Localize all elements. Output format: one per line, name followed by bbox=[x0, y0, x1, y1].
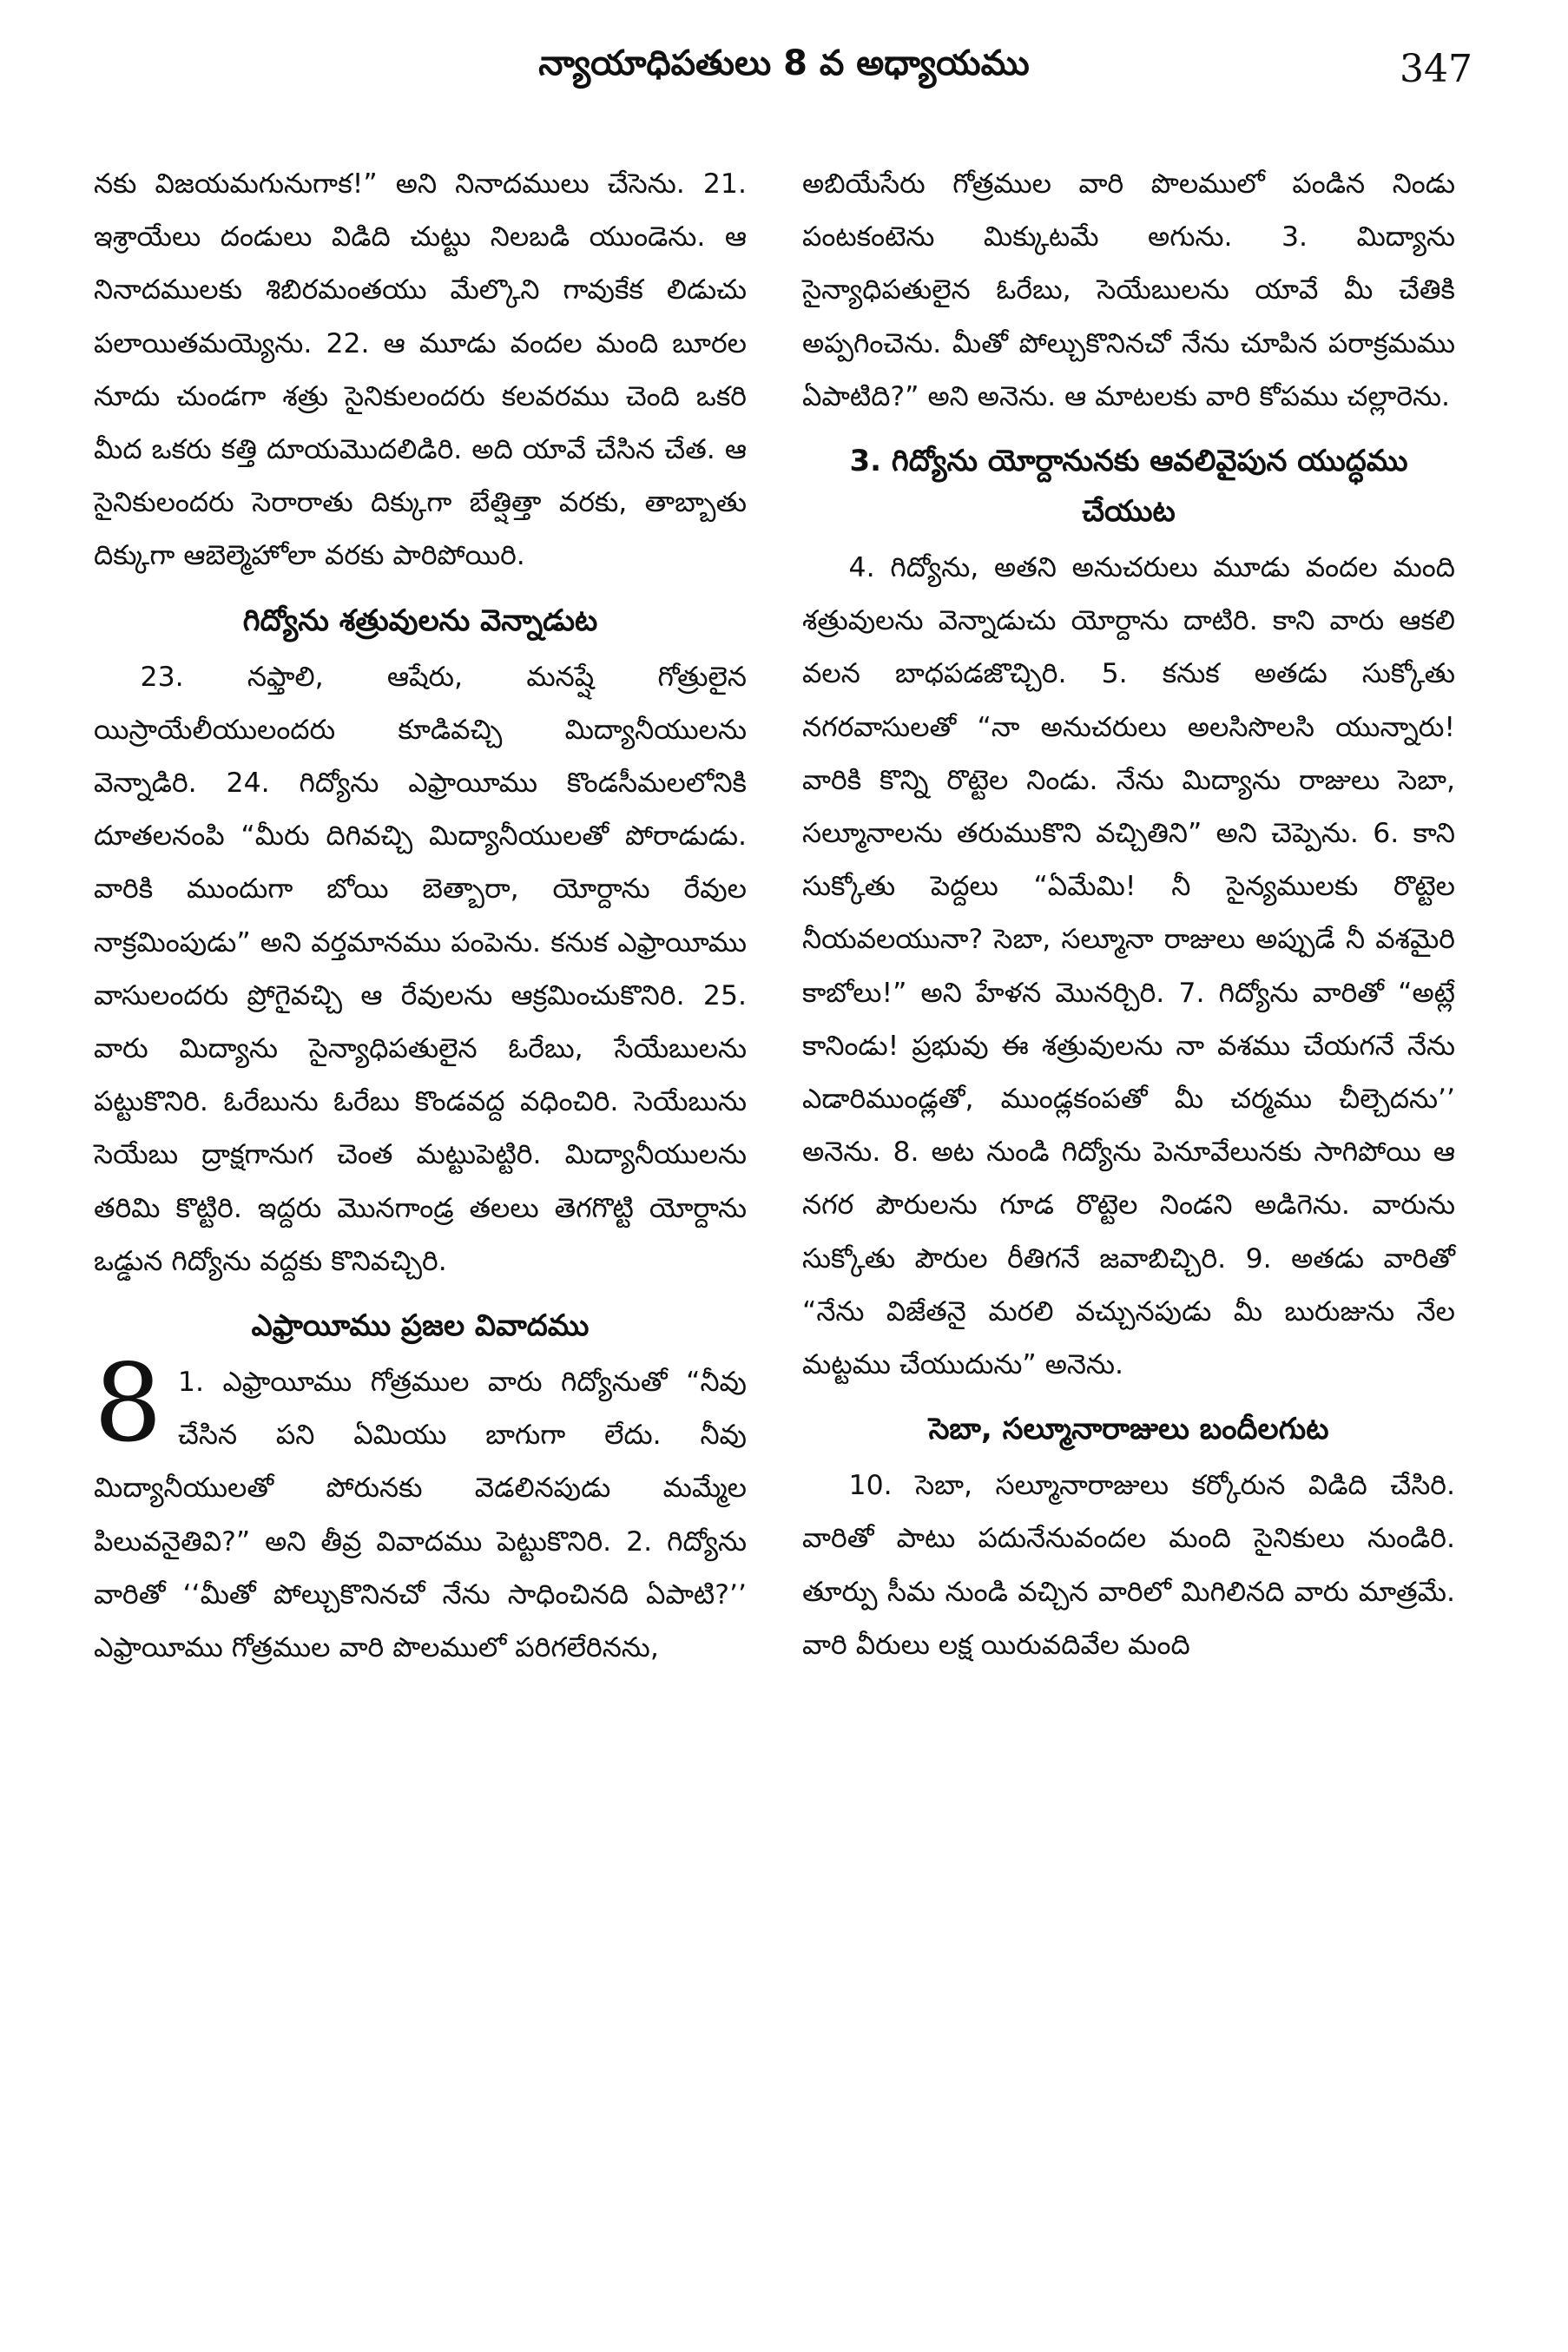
left-column bbox=[94, 158, 747, 1675]
chapter-number: 8 bbox=[94, 1341, 162, 1467]
section-heading: సెబా, సల్మూనారాజులు బందీలగుట bbox=[928, 1412, 1329, 1447]
paragraph: 1. ఎఫ్రాయీము గోత్రముల వారు గిద్యోనుతో “నీవు చేసిన పని ఏమియు బాగుగా లేదు. నీవు మిద్యానీయులతో పోరునకు వెడలినపుడు మమ్మేల పిలువనైతివి?” అని తీవ్ర వివాదము పెట్టుకొనిరి. 2. గిద్యోను వారితో ‘‘మీతో పోల్చుకొనినచో నేను సాధించినది ఏపాటి?’’ ఎఫ్రాయీము గోత్రముల వారి పొలములో పరిగలేరినను, bbox=[94, 1367, 747, 1664]
page-number: 347 bbox=[1400, 47, 1472, 91]
section-heading: ఎఫ్రాయీము ప్రజల వివాదము bbox=[251, 1308, 590, 1344]
right-column bbox=[802, 158, 1455, 1672]
paragraph: 10. సెబా, సల్మూనారాజులు కర్కోరున విడిది చేసిరి. వారితో పాటు పదునేనువందల మంది సైనికులు నుండిరి. తూర్పు సీమ నుండి వచ్చిన వారిలో మిగిలినది వారు మాత్రమే. వారి వీరులు లక్ష యిరువదివేల మంది bbox=[802, 1470, 1455, 1661]
paragraph: 23. నఫ్తాలి, ఆషేరు, మనష్షే గోత్రులైన యిస్రాయేలీయులందరు కూడివచ్చి మిద్యానీయులను వెన్నాడిరి. 24. గిద్యోను ఎఫ్రాయీము కొండసీమలలోనికి దూతలనంపి “మీరు దిగివచ్చి మిద్యానీయులతో పోరాడుడు. వారికి ముందుగా బోయి బెత్బారా, యోర్దాను రేవుల నాక్రమింపుడు” అని వర్తమానము పంపెను. కనుక ఎఫ్రాయీము వాసులందరు ప్రోగైవచ్చి ఆ రేవులను ఆక్రమించుకొనిరి. 25. వారు మిద్యాను సైన్యాధిపతులైన ఓరేబు, సేయేబులను పట్టుకొనిరి. ఓరేబును ఓరేబు కొండవద్ద వధించిరి. సెయేబును సెయేబు ద్రాక్షగానుగ చెంత మట్టుపెట్టిరి. మిద్యానీయులను తరిమి కొట్టిరి. ఇద్దరు మొనగాండ్ర తలలు తెగగొట్టి యోర్దాను ఒడ్డున గిద్యోను వద్దకు కొనివచ్చిరి. bbox=[94, 661, 747, 1277]
section-heading: గిద్యోను శత్రువులను వెన్నాడుట bbox=[242, 603, 598, 638]
paragraph: అబియేసేరు గోత్రముల వారి పొలములో పండిన నిండు పంటకంటెను మిక్కుటమే అగును. 3. మిద్యాను సైన్యాధిపతులైన ఓరేబు, సెయేబులను యావే మీ చేతికి అప్పగించెను. మీతో పోల్చుకొనినచో నేను చూపిన పరాక్రమము ఏపాటిది?” అని అనెను. ఆ మాటలకు వారి కోపము చల్లారెను. bbox=[802, 168, 1455, 412]
paragraph: 4. గిద్యోను, అతని అనుచరులు మూడు వందల మంది శత్రువులను వెన్నాడుచు యోర్దాను దాటిరి. కాని వారు ఆకలి వలన బాధపడజొచ్చిరి. 5. కనుక అతడు సుక్కోతు నగరవాసులతో “నా అనుచరులు అలసిసొలసి యున్నారు! వారికి కొన్ని రొట్టెల నిండు. నేను మిద్యాను రాజులు సెబా, సల్మూనాలను తరుముకొని వచ్చితిని” అని చెప్పెను. 6. కాని సుక్కోతు పెద్దలు “ఏమేమి! నీ సైన్యములకు రొట్టెల నీయవలయునా? సెబా, సల్మూనా రాజులు అప్పుడే నీ వశమైరి కాబోలు!” అని హేళన మొనర్చిరి. 7. గిద్యోను వారితో “అట్లే కానిండు! ప్రభువు ఈ శత్రువులను నా వశము చేయగనే నేను ఎడారిముండ్లతో, ముండ్లకంపతో మీ చర్మము చీల్చెదను’’ అనెను. 8. అట నుండి గిద్యోను పెనూవేలునకు సాగిపోయి ఆ నగర పౌరులను గూడ రొట్టెల నిండని అడిగెను. వారును సుక్కోతు పౌరుల రీతిగనే జవాబిచ్చిరి. 9. అతడు వారితో “నేను విజేతనై మరలి వచ్చునపుడు మీ బురుజును నేల మట్టము చేయుదును” అనెను. bbox=[802, 552, 1455, 1381]
chapter-start bbox=[94, 1341, 747, 1675]
page-header bbox=[0, 43, 1568, 104]
running-title: న్యాయాధిపతులు 8 వ అధ్యాయము bbox=[538, 43, 1030, 83]
section-heading: 3. గిద్యోను యోర్దానునకు ఆవలివైపున యుద్ధము చేయుట bbox=[849, 444, 1408, 530]
paragraph: నకు విజయమగునుగాక!” అని నినాదములు చేసెను. 21. ఇశ్రాయేలు దండులు విడిది చుట్టు నిలబడి యుండెను. ఆ నినాదములకు శిబిరమంతయు మేల్కొని గావుకేక లిడుచు పలాయితమయ్యెను. 22. ఆ మూడు వందల మంది బూరల నూదు చుండగా శత్రు సైనికులందరు కలవరము చెంది ఒకరి మీద ఒకరు కత్తి దూయమొదలిడిరి. అది యావే చేసిన చేత. ఆ సైనికులందరు సెరారాతు దిక్కుగా బేత్షిత్తా వరకు, తాబ్బాతు దిక్కుగా ఆబెల్మెహోలా వరకు పారిపోయిరి. bbox=[94, 168, 747, 572]
